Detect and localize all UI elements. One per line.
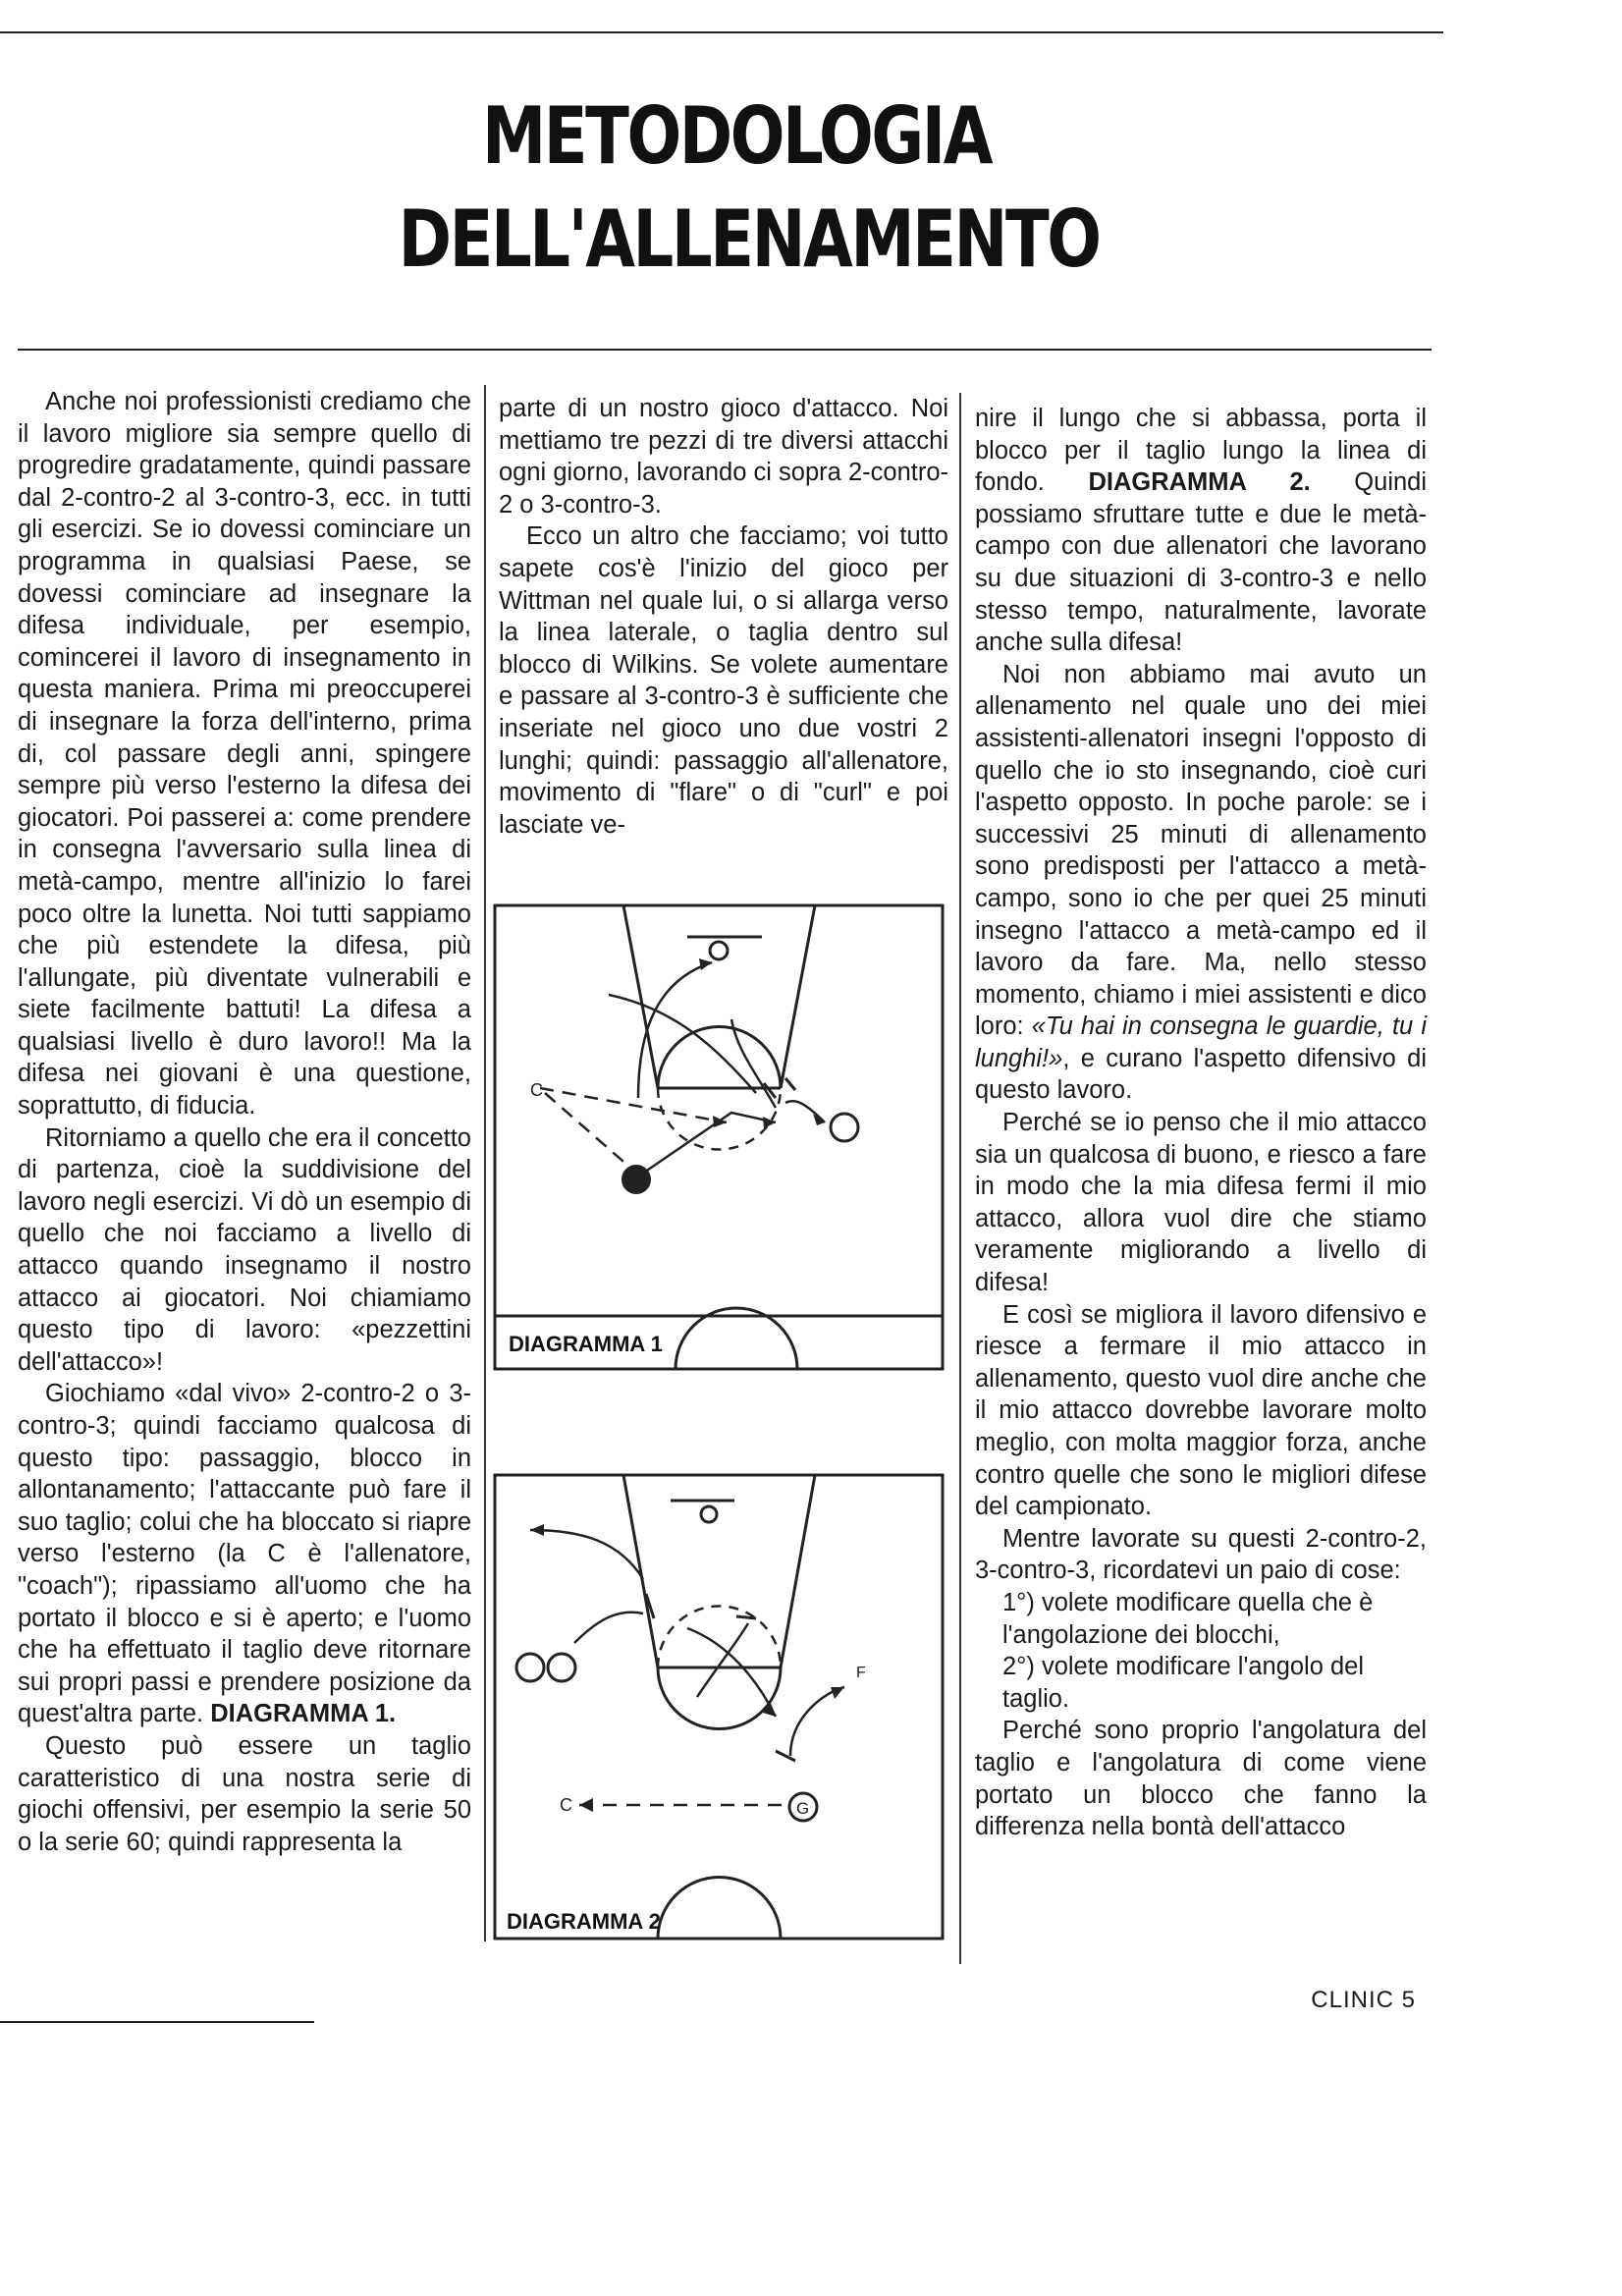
title-bottom-rule <box>18 349 1432 351</box>
diagram-1-coach-marker: C <box>530 1080 543 1100</box>
col1-paragraph-1: Anche noi professionisti crediamo che il lavoro migliore sia sempre quello di progredire gradatamente, quindi passare dal 2-contro-2 al 3-contro-3, ecc. in tutti gli esercizi. Se io dovessi cominciare un programma in qualsiasi Paese, se dovessi cominciare ad insegnare la difesa individuale, per esempio, comincerei il lavoro di insegnamento in questa maniera. Prima mi preoccuperei di insegnare la forza dell'interno, prima di, col passare degli anni, spingere sempre più verso l'esterno la difesa dei giocatori. Poi passerei a: come prendere in consegna l'avversario sulla linea di metà-campo, mentre all'inizio lo farei poco oltre la lunetta. Noi tutti sappiamo che più estendete la difesa, più l'allungate, più diventate vulnerabili e siete facilmente battuti! La difesa a qualsiasi livello è duro lavoro!! Ma la difesa nei giovani è una questione, soprattutto, di fiducia. <box>18 388 471 1121</box>
col3-paragraph-3: Perché se io penso che il mio attacco sia un qualcosa di buono, e riesco a fare in modo che la mia difesa fermi il mio attacco, allora vuol dire che stiamo veramente migliorando a livello di difesa! <box>975 1109 1427 1297</box>
column-separator-1 <box>484 385 486 1941</box>
diagram-2-coach-marker: C <box>560 1795 572 1815</box>
diagram-2-guard-marker: G <box>796 1799 810 1818</box>
col3-paragraph-2-text: Noi non abbiamo mai avuto un allenamento nel quale uno dei miei assistenti-allenatori insegni l'opposto di quello che io sto insegnando, cioè curi l'aspetto opposto. In poche parole: se i successivi 25 minuti di allenamento sono predisposti per l'attacco a metà-campo, sono io che per quei 25 minuti insegno l'attacco a metà-campo ed il lavoro da fare. Ma, nello stesso momento, chiamo i miei assistenti e dico loro: <box>975 660 1427 1041</box>
diagram-1 <box>491 902 948 1373</box>
col3-list-item-1: 1°) volete modificare quella che è l'angolazione dei blocchi, <box>1002 1588 1374 1649</box>
title-line-1: METODOLOGIA <box>481 90 992 182</box>
col1-paragraph-2: Ritorniamo a quello che era il concetto di partenza, cioè la suddivisione del lavoro negli esercizi. Vi dò un esempio di quello che noi facciamo a livello di attacco quando insegnamo il nostro attacco ai giocatori. Noi chiamiamo questo tipo di lavoro: «pezzettini dell'attacco»! <box>18 1123 471 1376</box>
col1-paragraph-3 <box>18 1378 471 1730</box>
diagram-1-court <box>491 902 948 1373</box>
footer-rule <box>0 2021 314 2023</box>
col3-quote: «Tu hai in consegna le guardie, tu i lunghi!» <box>975 1012 1427 1072</box>
col3-paragraph-1 <box>975 403 1427 659</box>
col2-paragraph-2: Ecco un altro che facciamo; voi tutto sapete cos'è l'inizio del gioco per Wittman nel quale lui, o si allarga verso la linea laterale, o taglia dentro sul blocco di Wilkins. Se volete aumentare e passare al 3-contro-3 è sufficiente che inseriate nel gioco uno due vostri 2 lunghi; quindi: passaggio all'allenatore, movimento di "flare" o di "curl" e poi lasciate ve- <box>499 522 948 839</box>
col3-paragraph-2 <box>975 659 1427 1107</box>
diagram-1-label: DIAGRAMMA 1 <box>509 1332 663 1356</box>
diagram-2-court <box>491 1471 948 1942</box>
column-2 <box>499 393 948 841</box>
col1-paragraph-3-text: Giochiamo «dal vivo» 2-contro-2 o 3-contro-3; quindi facciamo qualcosa di questo tipo: passaggio, blocco in allontanamento; l'attaccante può fare il suo taglio; colui che ha bloccato si riapre verso l'esterno (la C è l'allenatore, "coach"); ripassiamo all'uomo che ha portato il blocco e si è aperto; e l'uomo che ha effettuato il taglio deve ritornare sui propri passi e prendere posizione da quest'altra parte. <box>18 1380 471 1728</box>
diagram-2 <box>491 1471 948 1942</box>
column-1 <box>18 386 471 1858</box>
col3-paragraph-4: E così se migliora il lavoro difensivo e riesce a fermare il mio attacco in allenamento, questo vuol dire anche che il mio attacco dovrebbe lavorare molto meglio, con molta maggior forza, anche contro quelle che sono le migliori difese del campionato. <box>975 1300 1427 1521</box>
col3-paragraph-1-text: nire il lungo che si abbassa, porta il blocco per il taglio lungo la linea di fondo. <box>975 405 1427 497</box>
col3-list-item-2: 2°) volete modificare l'angolo del taglio. <box>1002 1653 1365 1713</box>
diagram-2-label: DIAGRAMMA 2 <box>507 1909 661 1934</box>
title-line-2: DELL'ALLENAMENTO <box>398 193 1100 285</box>
diagram-2-forward-marker: F <box>856 1665 866 1681</box>
col2-paragraph-1: parte di un nostro gioco d'attacco. Noi mettiamo tre pezzi di tre diversi attacchi ogni giorno, lavorando ci sopra 2-contro-2 o 3-contro-3. <box>499 395 948 519</box>
col1-paragraph-4: Questo può essere un taglio caratteristico di una nostra serie di giochi offensivi, per esempio la serie 50 o la serie 60; quindi rappresenta la <box>18 1731 471 1856</box>
column-separator-2 <box>959 393 961 1964</box>
col3-paragraph-1-rest: Quindi possiamo sfruttare tutte e due le metà-campo con due allenatori che lavorano su due situazioni di 3-contro-3 e nello stesso tempo, naturalmente, lavorate anche sulla difesa! <box>975 468 1428 657</box>
page-footer: CLINIC 5 <box>1311 1987 1416 2013</box>
col3-paragraph-2-rest: , e curano l'aspetto difensivo di questo lavoro. <box>975 1044 1427 1105</box>
col3-paragraph-6: Perché sono proprio l'angolatura del taglio e l'angolatura di come viene portato un blocco che fanno la differenza nella bontà dell'attacco <box>975 1717 1427 1841</box>
col3-paragraph-5: Mentre lavorate su questi 2-contro-2, 3-contro-3, ricordatevi un paio di cose: <box>975 1524 1427 1585</box>
top-rule <box>0 31 1443 33</box>
diagram-2-reference: DIAGRAMMA 2. <box>1088 468 1311 497</box>
column-3 <box>975 403 1427 1843</box>
diagram-1-reference: DIAGRAMMA 1. <box>210 1700 397 1728</box>
